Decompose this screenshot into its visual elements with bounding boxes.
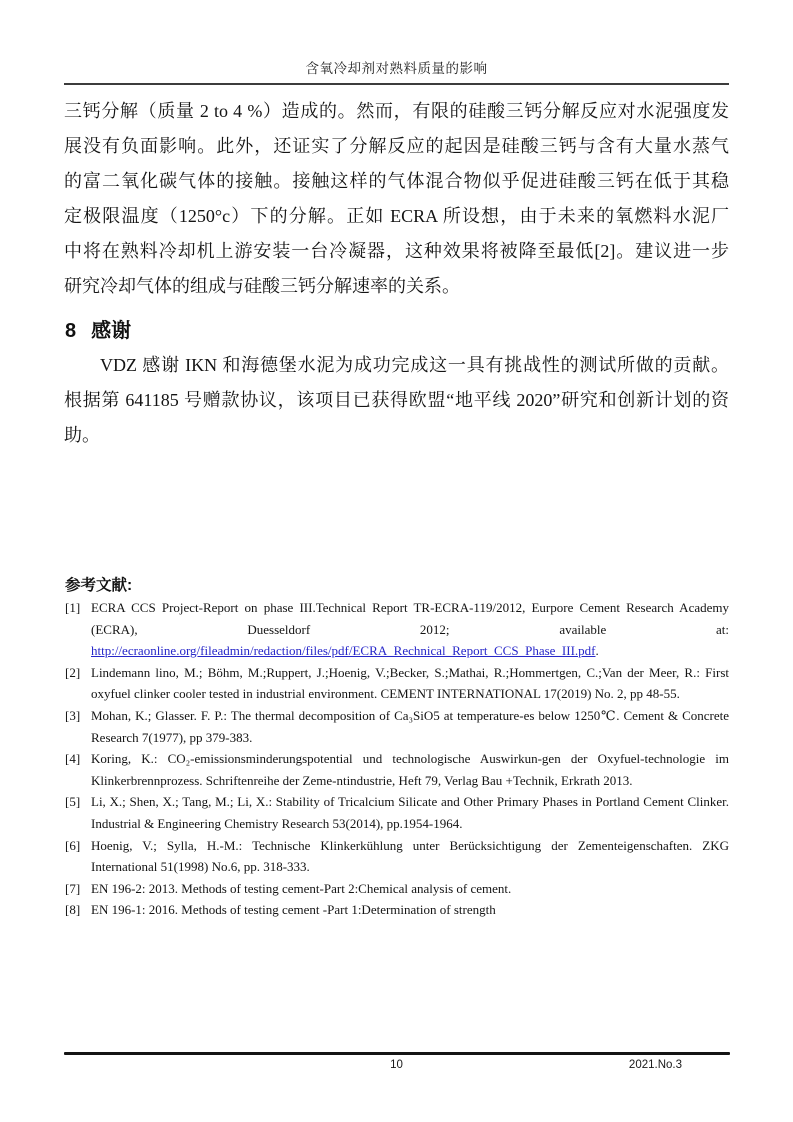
body-line: VDZ 感谢 IKN 和海德堡水泥为成功完成这一具有挑战性的测试所做的贡献。 [100, 355, 729, 375]
reference-text: EN 196-2: 2013. Methods of testing cement-Part 2:Chemical analysis of cement. [91, 880, 512, 896]
footer-issue-label: 2021.No.3 [628, 1059, 682, 1071]
reference-text: Hoenig, V.; Sylla, H.-M.: Technische Klinkerkühlung unter Berücksichtigung der Zementeigenschaften. ZKG International 51(1998) No.6, pp. 318-333. [91, 837, 729, 875]
reference-citation: ECRA CCS Project-Report on phase III.Technical Report TR-ECRA-119/2012, Eurpore Cement Research Academy (ECRA), Duesseldorf 2012; available at: [91, 600, 729, 637]
reference-link[interactable]: http://ecraonline.org/fileadmin/redaction/files/pdf/ECRA_Rechnical_Report_CCS_Phase_III.pdf [91, 643, 596, 659]
reference-number: [3] [65, 707, 81, 723]
body-line: 根据第 641185 号赠款协议，该项目已获得欧盟“地平线 2020”研究和创新计划的资 [64, 390, 729, 410]
reference-number: [8] [65, 902, 81, 918]
reference-number: [7] [65, 880, 81, 896]
reference-item-4 [65, 748, 729, 791]
section-number: 8 [65, 320, 77, 342]
body-line: 展没有负面影响。此外，还证实了分解反应的起因是硅酸三钙与含有大量水蒸气 [64, 136, 729, 156]
header-divider [64, 83, 729, 85]
body-line: 三钙分解（质量 2 to 4 %）造成的。然而，有限的硅酸三钙分解反应对水泥强度发 [64, 101, 729, 121]
body-line: 定极限温度（1250°c）下的分解。正如 ECRA 所设想，由于未来的氧燃料水泥厂 [64, 206, 729, 226]
reference-number: [1] [65, 600, 81, 615]
reference-text: EN 196-1: 2016. Methods of testing cement -Part 1:Determination of strength [91, 902, 496, 918]
reference-text [91, 597, 729, 662]
footer-divider [64, 1052, 730, 1055]
references-list [65, 597, 729, 921]
body-line: 研究冷却气体的组成与硅酸三钙分解速率的关系。 [64, 276, 460, 296]
paragraph-clinker-discussion [64, 94, 729, 304]
paragraph-acknowledgement [64, 348, 729, 453]
section-heading-acknowledgement [65, 314, 131, 343]
page-header-title: 含氧冷却剂对熟料质量的影响 [305, 61, 488, 76]
references-heading: 参考文献: [65, 577, 133, 594]
reference-number: [2] [65, 664, 81, 680]
body-line: 的富二氧化碳气体的接触。接触这样的气体混合物似乎促进硅酸三钙在低于其稳 [64, 171, 729, 191]
reference-item-2 [65, 662, 729, 705]
reference-text: Koring, K.: CO₂-emissionsminderungspotential und technologische Auswirkun-gen der Oxyfuel-technologie im Klinkerbrennprozess. Schriftenreihe der Zeme-ntindustrie, Heft 79, Verlag Bau +Technik, Erkrath 2013. [91, 751, 729, 788]
reference-item-3 [65, 705, 729, 748]
body-line: 助。 [64, 425, 100, 445]
reference-item-8 [65, 899, 729, 921]
reference-number: [5] [65, 794, 81, 810]
reference-number: [6] [65, 837, 81, 853]
reference-text: Li, X.; Shen, X.; Tang, M.; Li, X.: Stability of Tricalcium Silicate and Other Primary Phases in Portland Cement Clinker. Industrial & Engineering Chemistry Research 53(2014), pp.1954-1964. [91, 794, 729, 831]
section-title: 感谢 [91, 320, 132, 342]
reference-item-1 [65, 597, 729, 662]
reference-text: Mohan, K.; Glasser. F. P.: The thermal decomposition of Ca₃SiO5 at temperature-es below 1250℃. Cement & Concrete Research 7(1977), pp 379-383. [91, 707, 729, 745]
reference-item-7 [65, 878, 729, 900]
reference-item-5 [65, 791, 729, 834]
reference-number: [4] [65, 751, 81, 767]
reference-citation-suffix: . [595, 643, 599, 659]
footer-page-number: 10 [390, 1059, 403, 1071]
body-line: 中将在熟料冷却机上游安装一台冷凝器，这种效果将被降至最低[2]。建议进一步 [64, 241, 729, 261]
reference-text: Lindemann lino, M.; Böhm, M.;Ruppert, J.;Hoenig, V.;Becker, S.;Mathai, R.;Hommertgen, C.;Van der Meer, R.: First oxyfuel clinker cooler tested in industrial environment. CEMENT INTERNATIONAL 17(2019) No. 2, pp 48-55. [91, 664, 729, 702]
reference-item-6 [65, 835, 729, 878]
